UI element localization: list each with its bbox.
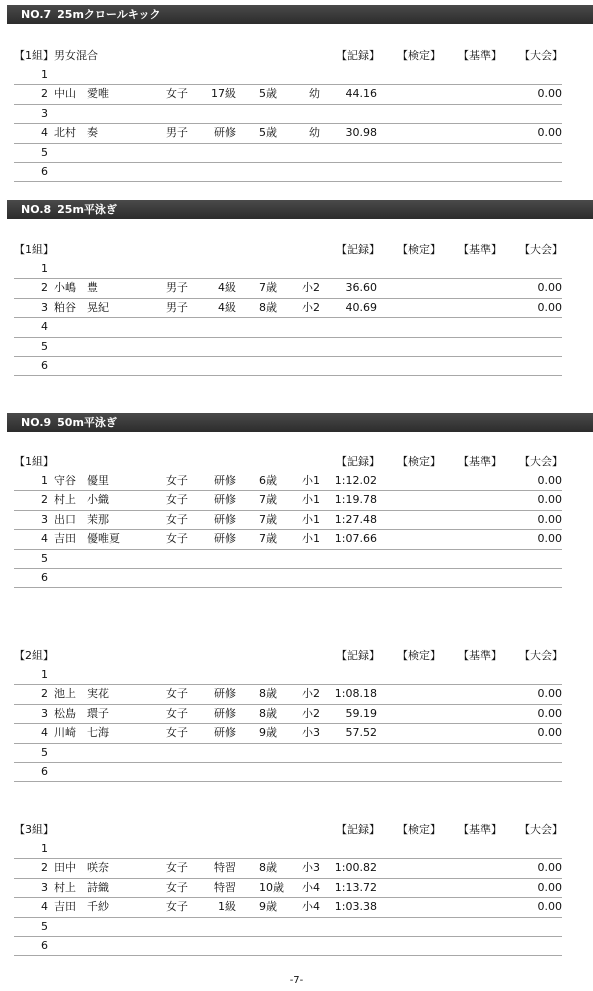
swimmer-age: 8歳 bbox=[259, 706, 277, 720]
meet-record: 0.00 bbox=[537, 900, 562, 914]
swimmer-name: 川崎 七海 bbox=[54, 726, 109, 740]
meet-record: 0.00 bbox=[537, 726, 562, 740]
swimmer-age: 9歳 bbox=[259, 726, 277, 740]
meet-record: 0.00 bbox=[537, 474, 562, 487]
event-title: 50m平泳ぎ bbox=[57, 416, 117, 429]
group-title: 【1組】男女混合 bbox=[14, 49, 98, 62]
lane-number: 5 bbox=[41, 919, 48, 933]
swimmer-record: 1:07.66 bbox=[334, 532, 377, 546]
standard-column-header: 【基準】 bbox=[458, 49, 502, 62]
swimmer-age: 8歳 bbox=[259, 300, 277, 314]
lane-number: 4 bbox=[41, 320, 48, 334]
lane-number: 1 bbox=[41, 842, 48, 855]
meet-record: 0.00 bbox=[537, 706, 562, 720]
swimmer-grade: 研修 bbox=[214, 687, 236, 701]
lane-number: 6 bbox=[41, 938, 48, 952]
swimmer-record: 1:19.78 bbox=[334, 493, 377, 507]
meet-column-header: 【大会】 bbox=[519, 243, 563, 256]
swimmer-school-year: 幼 bbox=[309, 87, 320, 101]
lane-row bbox=[14, 685, 562, 704]
inspection-column-header: 【検定】 bbox=[397, 455, 441, 468]
meet-record: 0.00 bbox=[537, 512, 562, 526]
lane-row bbox=[14, 105, 562, 124]
lane-number: 5 bbox=[41, 551, 48, 565]
meet-record: 0.00 bbox=[537, 861, 562, 875]
swimmer-record: 1:08.18 bbox=[334, 687, 377, 701]
meet-record: 0.00 bbox=[537, 87, 562, 101]
lane-number: 4 bbox=[41, 126, 48, 140]
lane-number: 2 bbox=[41, 687, 48, 701]
lane-row bbox=[14, 763, 562, 782]
meet-record: 0.00 bbox=[537, 493, 562, 507]
swimmer-grade: 特習 bbox=[214, 880, 236, 894]
swimmer-age: 5歳 bbox=[259, 126, 277, 140]
lane-row bbox=[14, 279, 562, 298]
swimmer-age: 7歳 bbox=[259, 512, 277, 526]
swimmer-record: 40.69 bbox=[345, 300, 377, 314]
lane-number: 6 bbox=[41, 164, 48, 178]
swimmer-grade: 研修 bbox=[214, 126, 236, 140]
lane-number: 3 bbox=[41, 512, 48, 526]
swimmer-school-year: 小1 bbox=[302, 493, 320, 507]
record-column-header: 【記録】 bbox=[336, 243, 380, 256]
group-header-row bbox=[14, 452, 562, 472]
swimmer-age: 8歳 bbox=[259, 687, 277, 701]
swimmer-school-year: 小1 bbox=[302, 532, 320, 546]
group-header-row bbox=[14, 820, 562, 840]
standard-column-header: 【基準】 bbox=[458, 243, 502, 256]
swimmer-name: 松島 環子 bbox=[54, 706, 109, 720]
swimmer-name: 村上 小織 bbox=[54, 493, 109, 507]
lane-number: 3 bbox=[41, 706, 48, 720]
swimmer-grade: 17級 bbox=[211, 87, 236, 101]
swimmer-name: 小嶋 豊 bbox=[54, 281, 98, 295]
swimmer-record: 1:03.38 bbox=[334, 900, 377, 914]
meet-record: 0.00 bbox=[537, 532, 562, 546]
swimmer-school-year: 小2 bbox=[302, 281, 320, 295]
swimmer-record: 30.98 bbox=[345, 126, 377, 140]
swimmer-record: 1:27.48 bbox=[334, 512, 377, 526]
record-column-header: 【記録】 bbox=[336, 455, 380, 468]
group-header-row bbox=[14, 646, 562, 666]
lane-row bbox=[14, 85, 562, 104]
event-title: 25m平泳ぎ bbox=[57, 203, 117, 216]
group-header-row bbox=[14, 240, 562, 260]
lane-number: 3 bbox=[41, 300, 48, 314]
lane-number: 2 bbox=[41, 861, 48, 875]
event-title: 25mクロールキック bbox=[57, 8, 161, 21]
swimmer-record: 59.19 bbox=[345, 706, 377, 720]
meet-record: 0.00 bbox=[537, 880, 562, 894]
swimmer-name: 北村 奏 bbox=[54, 126, 98, 140]
lane-row bbox=[14, 260, 562, 279]
swimmer-school-year: 幼 bbox=[309, 126, 320, 140]
lane-number: 6 bbox=[41, 570, 48, 584]
swimmer-sex: 女子 bbox=[166, 493, 188, 507]
swimmer-name: 吉田 千紗 bbox=[54, 900, 109, 914]
event-number: NO.7 bbox=[21, 8, 52, 21]
meet-record: 0.00 bbox=[537, 126, 562, 140]
swimmer-school-year: 小2 bbox=[302, 706, 320, 720]
swimmer-sex: 男子 bbox=[166, 126, 188, 140]
record-column-header: 【記録】 bbox=[336, 823, 380, 836]
lane-number: 3 bbox=[41, 106, 48, 120]
swimmer-record: 1:00.82 bbox=[334, 861, 377, 875]
swimmer-record: 36.60 bbox=[345, 281, 377, 295]
swimmer-sex: 女子 bbox=[166, 474, 188, 487]
lane-number: 2 bbox=[41, 281, 48, 295]
group-header-row bbox=[14, 46, 562, 66]
swimmer-school-year: 小4 bbox=[302, 880, 320, 894]
swimmer-age: 9歳 bbox=[259, 900, 277, 914]
event-header-no8 bbox=[7, 200, 593, 219]
inspection-column-header: 【検定】 bbox=[397, 243, 441, 256]
lane-row bbox=[14, 879, 562, 898]
group-title: 【3組】 bbox=[14, 823, 54, 836]
lane-row bbox=[14, 491, 562, 510]
swimmer-grade: 1級 bbox=[218, 900, 236, 914]
swimmer-sex: 女子 bbox=[166, 880, 188, 894]
meet-record: 0.00 bbox=[537, 300, 562, 314]
lane-number: 5 bbox=[41, 745, 48, 759]
swimmer-sex: 女子 bbox=[166, 532, 188, 546]
swimmer-sex: 男子 bbox=[166, 300, 188, 314]
swimmer-name: 出口 茉那 bbox=[54, 512, 109, 526]
swimmer-age: 6歳 bbox=[259, 474, 277, 487]
swimmer-name: 田中 咲奈 bbox=[54, 861, 109, 875]
swimmer-sex: 女子 bbox=[166, 900, 188, 914]
swimmer-school-year: 小2 bbox=[302, 687, 320, 701]
inspection-column-header: 【検定】 bbox=[397, 823, 441, 836]
lane-row bbox=[14, 299, 562, 318]
inspection-column-header: 【検定】 bbox=[397, 649, 441, 662]
swimmer-sex: 女子 bbox=[166, 726, 188, 740]
event-number: NO.9 bbox=[21, 416, 52, 429]
meet-column-header: 【大会】 bbox=[519, 823, 563, 836]
lane-row bbox=[14, 144, 562, 163]
page-number: -7- bbox=[289, 975, 304, 986]
swimmer-grade: 研修 bbox=[214, 726, 236, 740]
lane-row bbox=[14, 724, 562, 743]
lane-number: 1 bbox=[41, 668, 48, 681]
lane-row bbox=[14, 918, 562, 937]
standard-column-header: 【基準】 bbox=[458, 823, 502, 836]
heat-group bbox=[14, 452, 562, 588]
lane-number: 2 bbox=[41, 87, 48, 101]
swimmer-grade: 4級 bbox=[218, 281, 236, 295]
lane-row bbox=[14, 530, 562, 549]
heat-group bbox=[14, 240, 562, 376]
swimmer-age: 7歳 bbox=[259, 532, 277, 546]
lane-row bbox=[14, 357, 562, 376]
swimmer-record: 57.52 bbox=[345, 726, 377, 740]
swimmer-name: 粕谷 晃紀 bbox=[54, 300, 109, 314]
swimmer-sex: 女子 bbox=[166, 861, 188, 875]
swimmer-school-year: 小4 bbox=[302, 900, 320, 914]
record-column-header: 【記録】 bbox=[336, 49, 380, 62]
swimmer-sex: 女子 bbox=[166, 706, 188, 720]
swimmer-age: 8歳 bbox=[259, 861, 277, 875]
swimmer-school-year: 小1 bbox=[302, 512, 320, 526]
heat-group bbox=[14, 646, 562, 782]
lane-row bbox=[14, 840, 562, 859]
group-title: 【2組】 bbox=[14, 649, 54, 662]
lane-row bbox=[14, 859, 562, 878]
lane-row bbox=[14, 338, 562, 357]
lane-row bbox=[14, 163, 562, 182]
lane-number: 3 bbox=[41, 880, 48, 894]
lane-row bbox=[14, 550, 562, 569]
swimmer-name: 村上 詩織 bbox=[54, 880, 109, 894]
swimmer-record: 44.16 bbox=[345, 87, 377, 101]
swimmer-grade: 4級 bbox=[218, 300, 236, 314]
swimmer-sex: 女子 bbox=[166, 512, 188, 526]
heat-group bbox=[14, 46, 562, 182]
event-header-no9 bbox=[7, 413, 593, 432]
swimmer-name: 中山 愛唯 bbox=[54, 87, 109, 101]
lane-row bbox=[14, 569, 562, 588]
swimmer-age: 10歳 bbox=[259, 880, 284, 894]
meet-column-header: 【大会】 bbox=[519, 649, 563, 662]
event-header-no7 bbox=[7, 5, 593, 24]
swimmer-grade: 研修 bbox=[214, 512, 236, 526]
heat-group bbox=[14, 820, 562, 956]
swimmer-grade: 研修 bbox=[214, 474, 236, 487]
swimmer-school-year: 小1 bbox=[302, 474, 320, 487]
lane-row bbox=[14, 666, 562, 685]
lane-number: 4 bbox=[41, 532, 48, 546]
lane-number: 1 bbox=[41, 262, 48, 275]
lane-number: 2 bbox=[41, 493, 48, 507]
swimmer-sex: 女子 bbox=[166, 687, 188, 701]
lane-number: 6 bbox=[41, 764, 48, 778]
swimmer-sex: 女子 bbox=[166, 87, 188, 101]
lane-row bbox=[14, 744, 562, 763]
meet-column-header: 【大会】 bbox=[519, 49, 563, 62]
lane-row bbox=[14, 898, 562, 917]
swimmer-name: 守谷 優里 bbox=[54, 474, 109, 487]
lane-row bbox=[14, 705, 562, 724]
event-number: NO.8 bbox=[21, 203, 52, 216]
lane-number: 4 bbox=[41, 900, 48, 914]
lane-number: 1 bbox=[41, 474, 48, 487]
meet-record: 0.00 bbox=[537, 281, 562, 295]
lane-row bbox=[14, 472, 562, 491]
meet-record: 0.00 bbox=[537, 687, 562, 701]
swimmer-sex: 男子 bbox=[166, 281, 188, 295]
standard-column-header: 【基準】 bbox=[458, 649, 502, 662]
lane-number: 4 bbox=[41, 726, 48, 740]
swimmer-grade: 研修 bbox=[214, 493, 236, 507]
swimmer-age: 7歳 bbox=[259, 493, 277, 507]
swimmer-school-year: 小3 bbox=[302, 726, 320, 740]
lane-row bbox=[14, 66, 562, 85]
lane-row bbox=[14, 511, 562, 530]
swimmer-grade: 研修 bbox=[214, 532, 236, 546]
group-title: 【1組】 bbox=[14, 455, 54, 468]
standard-column-header: 【基準】 bbox=[458, 455, 502, 468]
lane-number: 5 bbox=[41, 339, 48, 353]
lane-row bbox=[14, 124, 562, 143]
record-column-header: 【記録】 bbox=[336, 649, 380, 662]
swimmer-school-year: 小3 bbox=[302, 861, 320, 875]
group-title: 【1組】 bbox=[14, 243, 54, 256]
meet-column-header: 【大会】 bbox=[519, 455, 563, 468]
swimmer-name: 吉田 優唯夏 bbox=[54, 532, 120, 546]
lane-row bbox=[14, 318, 562, 337]
swimmer-name: 池上 実花 bbox=[54, 687, 109, 701]
lane-row bbox=[14, 937, 562, 956]
lane-number: 5 bbox=[41, 145, 48, 159]
swimmer-age: 7歳 bbox=[259, 281, 277, 295]
swimmer-grade: 研修 bbox=[214, 706, 236, 720]
lane-number: 6 bbox=[41, 358, 48, 372]
inspection-column-header: 【検定】 bbox=[397, 49, 441, 62]
swimmer-record: 1:13.72 bbox=[334, 880, 377, 894]
swimmer-record: 1:12.02 bbox=[334, 474, 377, 487]
swimmer-age: 5歳 bbox=[259, 87, 277, 101]
lane-number: 1 bbox=[41, 68, 48, 81]
swimmer-school-year: 小2 bbox=[302, 300, 320, 314]
swimmer-grade: 特習 bbox=[214, 861, 236, 875]
